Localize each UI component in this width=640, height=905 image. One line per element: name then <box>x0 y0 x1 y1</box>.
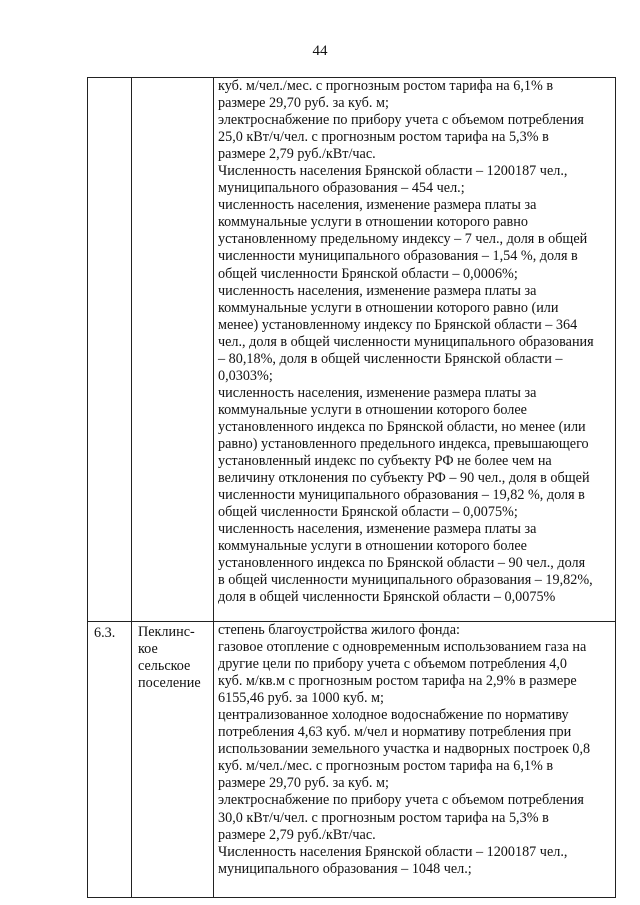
row-number-cell: 6.3. <box>88 622 132 898</box>
description-line: Численность населения Брянской области – 1200187 чел., <box>218 163 568 180</box>
row-number-cell <box>88 78 132 622</box>
description-line: другие цели по прибору учета с объемом потребления 4,0 <box>218 656 567 673</box>
description-line: коммунальные услуги в отношении которого равно <box>218 214 528 231</box>
description-line: электроснабжение по прибору учета с объемом потребления <box>218 792 584 809</box>
description-line: 30,0 кВт/ч/чел. с прогнозным ростом тарифа на 5,3% в <box>218 809 549 826</box>
description-line: газовое отопление с одновременным использованием газа на <box>218 639 587 656</box>
description-line: размере 29,70 руб. за куб. м; <box>218 95 389 112</box>
description-line: установленному предельному индексу – 7 чел., доля в общей <box>218 231 588 248</box>
description-line: численности муниципального образования – 19,82 %, доля в <box>218 487 585 504</box>
description-line: численности муниципального образования – 1,54 %, доля в <box>218 248 578 265</box>
description-line: менее) установленному индексу по Брянской области – 364 <box>218 316 578 333</box>
table-row <box>88 78 616 622</box>
description-line: общей численности Брянской области – 0,0075%; <box>218 504 518 521</box>
page-number: 44 <box>312 43 328 59</box>
description-line: чел., доля в общей численности муниципального образования <box>218 333 594 350</box>
description-line: численность населения, изменение размера платы за <box>218 282 537 299</box>
settlement-name-line: кое <box>138 641 158 658</box>
description-line: коммунальные услуги в отношении которого равно (или <box>218 299 559 316</box>
description-line: размере 2,79 руб./кВт/час. <box>218 146 376 163</box>
description-line: степень благоустройства жилого фонда: <box>218 622 460 638</box>
description-line: 25,0 кВт/ч/чел. с прогнозным ростом тарифа на 5,3% в <box>218 129 549 146</box>
tariff-table <box>87 77 616 898</box>
description-line: куб. м/чел./мес. с прогнозным ростом тарифа на 6,1% в <box>218 78 554 94</box>
description-line: численность населения, изменение размера платы за <box>218 384 537 401</box>
description-line: централизованное холодное водоснабжение по нормативу <box>218 707 569 724</box>
description-line: в общей численности муниципального образования – 19,82%, <box>218 572 593 589</box>
description-line: установленного индекса по Брянской области – 90 чел., доля <box>218 555 586 572</box>
settlement-name-line: сельское <box>138 658 191 675</box>
table-row <box>88 622 616 898</box>
description-line: Численность населения Брянской области – 1200187 чел., <box>218 843 568 860</box>
description-line: – 80,18%, доля в общей численности Брянской области – <box>218 350 563 367</box>
description-line: куб. м/кв.м с прогнозным ростом тарифа на 2,9% в размере <box>218 673 577 690</box>
description-line: коммунальные услуги в отношении которого более <box>218 401 527 418</box>
description-line: потребления 4,63 куб. м/чел и нормативу потребления при <box>218 724 572 741</box>
description-line: размере 29,70 руб. за куб. м; <box>218 775 389 792</box>
description-line: численность населения, изменение размера платы за <box>218 521 537 538</box>
settlement-name-cell <box>132 622 214 898</box>
description-cell <box>214 622 616 898</box>
description-line: 6155,46 руб. за 1000 куб. м; <box>218 690 384 707</box>
description-line: муниципального образования – 454 чел.; <box>218 180 465 197</box>
description-line: установленного индекса по Брянской области, но менее (или <box>218 418 586 435</box>
description-line: численность населения, изменение размера платы за <box>218 197 537 214</box>
description-line: 0,0303%; <box>218 367 273 384</box>
description-line: величину отклонения по субъекту РФ – 90 чел., доля в общей <box>218 470 590 487</box>
description-line: размере 2,79 руб./кВт/час. <box>218 826 376 843</box>
description-line: коммунальные услуги в отношении которого более <box>218 538 527 555</box>
description-line: электроснабжение по прибору учета с объемом потребления <box>218 112 584 129</box>
description-line: муниципального образования – 1048 чел.; <box>218 860 472 877</box>
description-line: общей численности Брянской области – 0,0006%; <box>218 265 518 282</box>
description-line: установленный индекс по субъекту РФ не более чем на <box>218 453 552 470</box>
description-cell <box>214 78 616 622</box>
description-line: куб. м/чел./мес. с прогнозным ростом тарифа на 6,1% в <box>218 758 554 775</box>
description-line: доля в общей численности Брянской области – 0,0075% <box>218 589 556 606</box>
description-line: использовании земельного участка и надворных построек 0,8 <box>218 741 591 758</box>
description-line: равно) установленного предельного индекса, превышающего <box>218 435 589 452</box>
settlement-name-cell <box>132 78 214 622</box>
settlement-name-line: Пеклинс- <box>138 624 195 640</box>
settlement-name-line: поселение <box>138 675 201 692</box>
